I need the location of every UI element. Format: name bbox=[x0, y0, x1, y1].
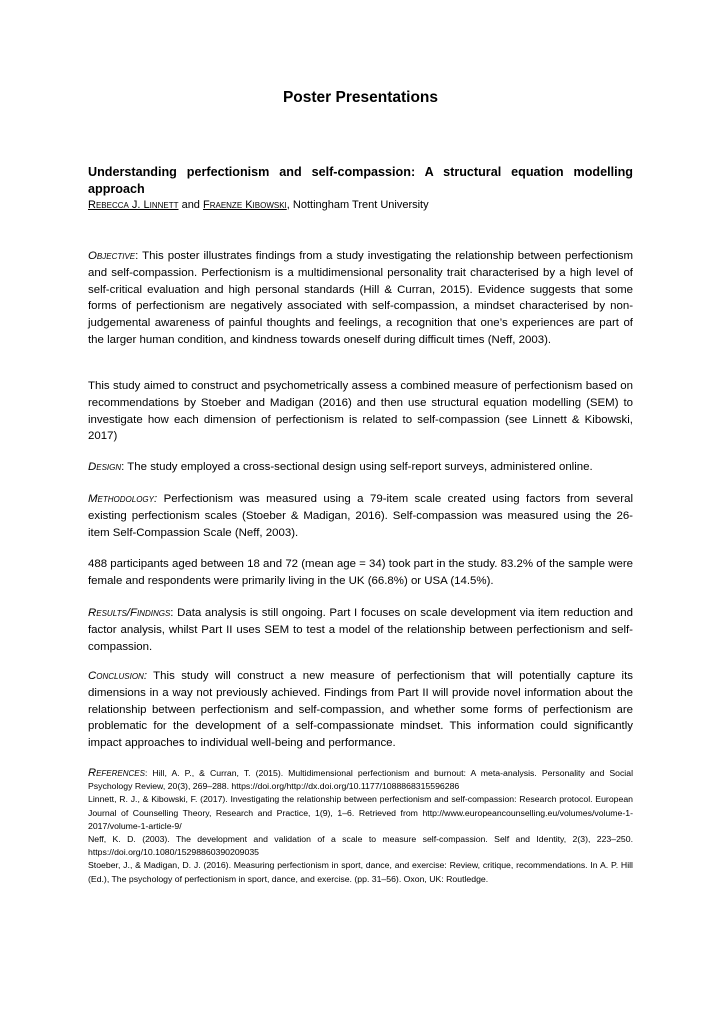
objective-text: : This poster illustrates findings from a study investigating the relationship between perfectionism and self-compassion. Perfectionism is a multidimensional personality trait characterised by a high level of self-critical evaluation and high personal standards (Hill & Curran, 2015). Evidence suggests that some forms of perfectionism are negatively associated with self-compassion, a mindset characterised by non-judgemental awareness of painful thoughts and feelings, a recognition that one’s experiences are part of the larger human condition, and kindness towards oneself during difficult times (Neff, 2003). bbox=[88, 250, 633, 346]
references-section bbox=[88, 767, 633, 886]
results-text: : Data analysis is still ongoing. Part I focuses on scale development via item reduction and factor analysis, whilst Part II uses SEM to test a model of the relationship between perfectionism and self-compassion. bbox=[88, 607, 633, 653]
methodology-paragraph bbox=[88, 491, 633, 541]
page-heading: Poster Presentations bbox=[282, 89, 439, 106]
results-paragraph bbox=[88, 605, 633, 655]
design-paragraph bbox=[88, 459, 633, 476]
references-colon: : bbox=[144, 768, 153, 778]
reference-item: Hill, A. P., & Curran, T. (2015). Multidimensional perfectionism and burnout: A meta-analysis. Personality and Social Psychology Review, 20(3), 269–288. https://doi.org/http://dx.doi.org/10.1177/1088868315596286 bbox=[88, 768, 633, 792]
references-label: References bbox=[88, 767, 145, 779]
conclusion-paragraph bbox=[88, 668, 633, 752]
aim-paragraph: This study aimed to construct and psychometrically assess a combined measure of perfectionism based on recommendations by Stoeber and Madigan (2016) and then use structural equation modelling (SEM) to investigate how each dimension of perfectionism is related to self-compassion (see Linnett & Kibowski, 2017) bbox=[88, 380, 633, 443]
author-and: and bbox=[178, 199, 203, 211]
participants-paragraph: 488 participants aged between 18 and 72 (mean age = 34) took part in the study. 83.2% of the sample were female and respondents were primarily living in the UK (66.8%) or USA (14.5%). bbox=[88, 558, 633, 587]
conclusion-label: Conclusion: bbox=[88, 670, 147, 682]
author-1: Rebecca J. Linnett bbox=[88, 199, 179, 211]
reference-item: Stoeber, J., & Madigan, D. J. (2016). Measuring perfectionism in sport, dance, and exercise: Review, critique, recommendations. In A. P. Hill (Ed.), The psychology of perfectionism in sport, dance, and exercise. (pp. 31–56). Oxon, UK: Routledge. bbox=[88, 860, 633, 884]
objective-label: Objective bbox=[88, 250, 136, 262]
author-2: Fraenze Kibowski bbox=[202, 199, 287, 211]
paper-title: Understanding perfectionism and self-compassion: A structural equation modelling approach bbox=[88, 165, 633, 196]
reference-item: Neff, K. D. (2003). The development and validation of a scale to measure self-compassion. Self and Identity, 2(3), 223–250. https://doi.org/10.1080/15298860390209035 bbox=[88, 834, 633, 858]
reference-item: Linnett, R. J., & Kibowski, F. (2017). Investigating the relationship between perfectionism and self-compassion: Research protocol. European Journal of Counselling Theory, Research and Practice, 1(9), 1–6. Retrieved from http://www.europeancounselling.eu/volumes/volume-1-2017/volume-1-article-9/ bbox=[88, 794, 633, 831]
objective-paragraph bbox=[88, 248, 633, 349]
author-line bbox=[88, 198, 429, 213]
methodology-text: Perfectionism was measured using a 79-item scale created using factors from several existing perfectionism scales (Stoeber & Madigan, 2016). Self-compassion was measured using the 26-item Self-Compassion Scale (Neff, 2003). bbox=[88, 493, 633, 539]
methodology-label: Methodology: bbox=[88, 493, 158, 505]
results-label: Results/Findings bbox=[88, 607, 171, 619]
design-label: Design bbox=[88, 461, 122, 473]
affiliation: , Nottingham Trent University bbox=[286, 199, 429, 211]
design-text: : The study employed a cross-sectional design using self-report surveys, administered online. bbox=[121, 461, 593, 473]
conclusion-text: This study will construct a new measure of perfectionism that will potentially capture its dimensions in a way not previously achieved. Findings from Part II will provide novel information about the relationship between perfectionism and self-compassion, and whether some forms of perfectionism are problematic for the development of a self-compassionate mindset. This information could significantly impact approaches to individual well-being and performance. bbox=[88, 670, 633, 750]
